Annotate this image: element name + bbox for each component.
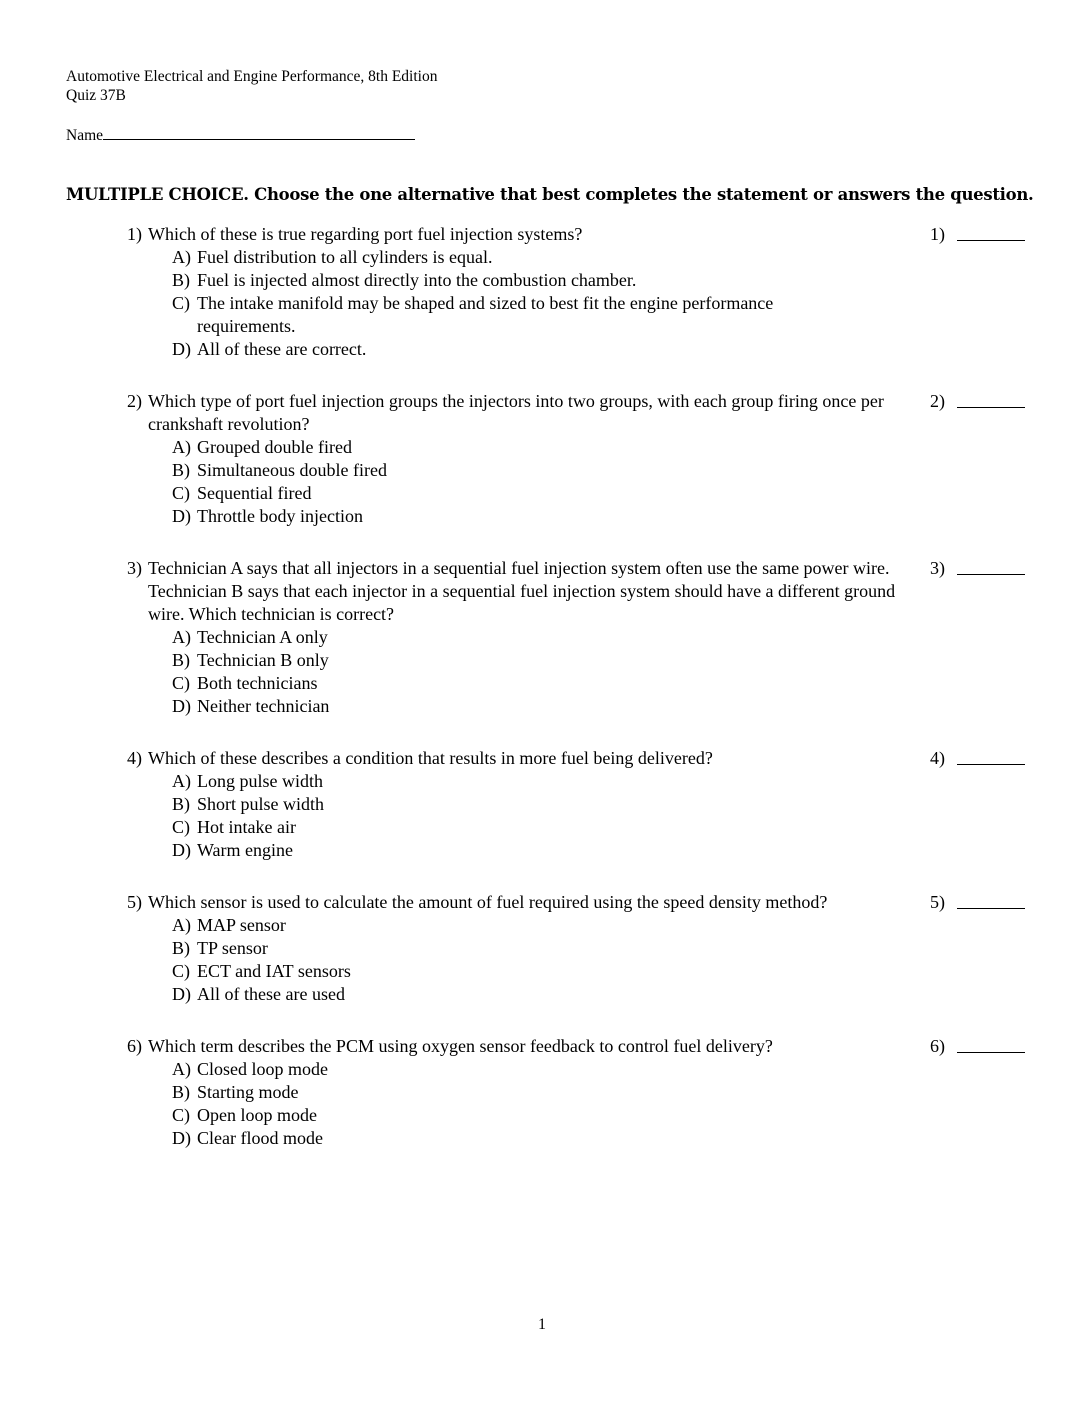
option-text: ECT and IAT sensors (197, 961, 351, 981)
option-letter: B) (172, 460, 190, 480)
answer-slot[interactable] (930, 1035, 1025, 1058)
answer-option (172, 436, 1067, 459)
name-label: Name (66, 127, 104, 144)
answer-blank[interactable] (957, 390, 1025, 408)
name-field[interactable] (66, 125, 415, 145)
answer-blank[interactable] (957, 223, 1025, 241)
answer-option (172, 459, 1067, 482)
question (127, 1035, 1067, 1150)
option-text: Clear flood mode (197, 1128, 323, 1148)
answer-blank[interactable] (957, 1035, 1025, 1053)
answer-option (172, 626, 1067, 649)
answer-option (172, 983, 1067, 1006)
option-text: Grouped double fired (197, 437, 352, 457)
answer-option (172, 1081, 1067, 1104)
answer-number: 2) (930, 391, 945, 411)
question-text: Which of these describes a condition that results in more fuel being delivered? (148, 748, 713, 768)
course-title: Automotive Electrical and Engine Performance, 8th Edition (66, 68, 438, 85)
question-text: Which sensor is used to calculate the amount of fuel required using the speed density method? (148, 892, 828, 912)
option-text: Long pulse width (197, 771, 323, 791)
answer-option (172, 338, 1067, 361)
option-letter: C) (172, 673, 190, 693)
answer-number: 4) (930, 748, 945, 768)
answer-option (172, 960, 1067, 983)
option-letter: B) (172, 1082, 190, 1102)
option-text: Fuel is injected almost directly into the combustion chamber. (197, 270, 637, 290)
option-letter: D) (172, 339, 191, 359)
question (127, 390, 1067, 528)
option-text: Fuel distribution to all cylinders is equal. (197, 247, 493, 267)
option-letter: D) (172, 696, 191, 716)
option-letter: A) (172, 247, 191, 267)
option-letter: A) (172, 1059, 191, 1079)
option-text: Warm engine (197, 840, 294, 860)
answer-blank[interactable] (957, 557, 1025, 575)
option-text: Closed loop mode (197, 1059, 328, 1079)
answer-option (172, 1058, 1067, 1081)
option-letter: B) (172, 938, 190, 958)
question-text: Which of these is true regarding port fuel injection systems? (148, 224, 583, 244)
question-text: Which type of port fuel injection groups the injectors into two groups, with each group firing once per crankshaft revolution? (148, 391, 884, 434)
answer-option (172, 269, 1067, 292)
option-letter: A) (172, 437, 191, 457)
option-text: Sequential fired (197, 483, 312, 503)
quiz-title: Quiz 37B (66, 87, 126, 104)
option-letter: C) (172, 1105, 190, 1125)
answer-option (172, 649, 1067, 672)
answer-option (172, 292, 1067, 338)
option-text: The intake manifold may be shaped and sized to best fit the engine performance requirements. (197, 293, 774, 336)
option-letter: D) (172, 984, 191, 1004)
option-letter: B) (172, 650, 190, 670)
answer-option (172, 770, 1067, 793)
question-number: 3) (127, 558, 142, 578)
option-letter: C) (172, 483, 190, 503)
option-text: Open loop mode (197, 1105, 317, 1125)
answer-slot[interactable] (930, 390, 1025, 413)
option-text: TP sensor (197, 938, 268, 958)
answer-slot[interactable] (930, 557, 1025, 580)
answer-option (172, 505, 1067, 528)
name-blank[interactable] (103, 125, 415, 140)
option-letter: D) (172, 506, 191, 526)
answer-option (172, 482, 1067, 505)
answer-option (172, 816, 1067, 839)
option-letter: B) (172, 270, 190, 290)
option-text: Simultaneous double fired (197, 460, 387, 480)
question-number: 1) (127, 224, 142, 244)
option-text: Neither technician (197, 696, 330, 716)
option-text: Technician B only (197, 650, 329, 670)
answer-option (172, 695, 1067, 718)
answer-option (172, 1127, 1067, 1150)
instructions: MULTIPLE CHOICE. Choose the one alternative that best completes the statement or answers the question. (66, 185, 1034, 204)
question-text: Technician A says that all injectors in a sequential fuel injection system often use the same power wire. Technician B says that each injector in a sequential fuel injection system should have a different ground wire. Which technician is correct? (148, 558, 896, 624)
answer-option (172, 672, 1067, 695)
option-letter: C) (172, 817, 190, 837)
answer-option (172, 914, 1067, 937)
answer-blank[interactable] (957, 891, 1025, 909)
answer-slot[interactable] (930, 223, 1025, 246)
answer-number: 5) (930, 892, 945, 912)
option-text: Hot intake air (197, 817, 296, 837)
option-letter: A) (172, 771, 191, 791)
question-text: Which term describes the PCM using oxygen sensor feedback to control fuel delivery? (148, 1036, 773, 1056)
option-text: All of these are used (197, 984, 345, 1004)
answer-option (172, 793, 1067, 816)
page-number: 1 (538, 1316, 546, 1333)
question (127, 557, 1067, 718)
answer-option (172, 839, 1067, 862)
option-text: Technician A only (197, 627, 328, 647)
answer-option (172, 246, 1067, 269)
answer-blank[interactable] (957, 747, 1025, 765)
option-letter: C) (172, 293, 190, 313)
question-number: 4) (127, 748, 142, 768)
question (127, 223, 1067, 361)
option-letter: D) (172, 840, 191, 860)
option-text: All of these are correct. (197, 339, 367, 359)
answer-option (172, 937, 1067, 960)
option-text: Short pulse width (197, 794, 325, 814)
question-number: 6) (127, 1036, 142, 1056)
question-number: 2) (127, 391, 142, 411)
option-text: Both technicians (197, 673, 318, 693)
option-letter: B) (172, 794, 190, 814)
answer-slot[interactable] (930, 747, 1025, 770)
answer-number: 3) (930, 558, 945, 578)
option-letter: A) (172, 915, 191, 935)
option-letter: C) (172, 961, 190, 981)
answer-number: 6) (930, 1036, 945, 1056)
option-letter: D) (172, 1128, 191, 1148)
option-text: MAP sensor (197, 915, 286, 935)
option-text: Starting mode (197, 1082, 299, 1102)
option-letter: A) (172, 627, 191, 647)
question (127, 747, 1067, 862)
question-number: 5) (127, 892, 142, 912)
option-text: Throttle body injection (197, 506, 363, 526)
answer-number: 1) (930, 224, 945, 244)
question (127, 891, 1067, 1006)
answer-slot[interactable] (930, 891, 1025, 914)
answer-option (172, 1104, 1067, 1127)
